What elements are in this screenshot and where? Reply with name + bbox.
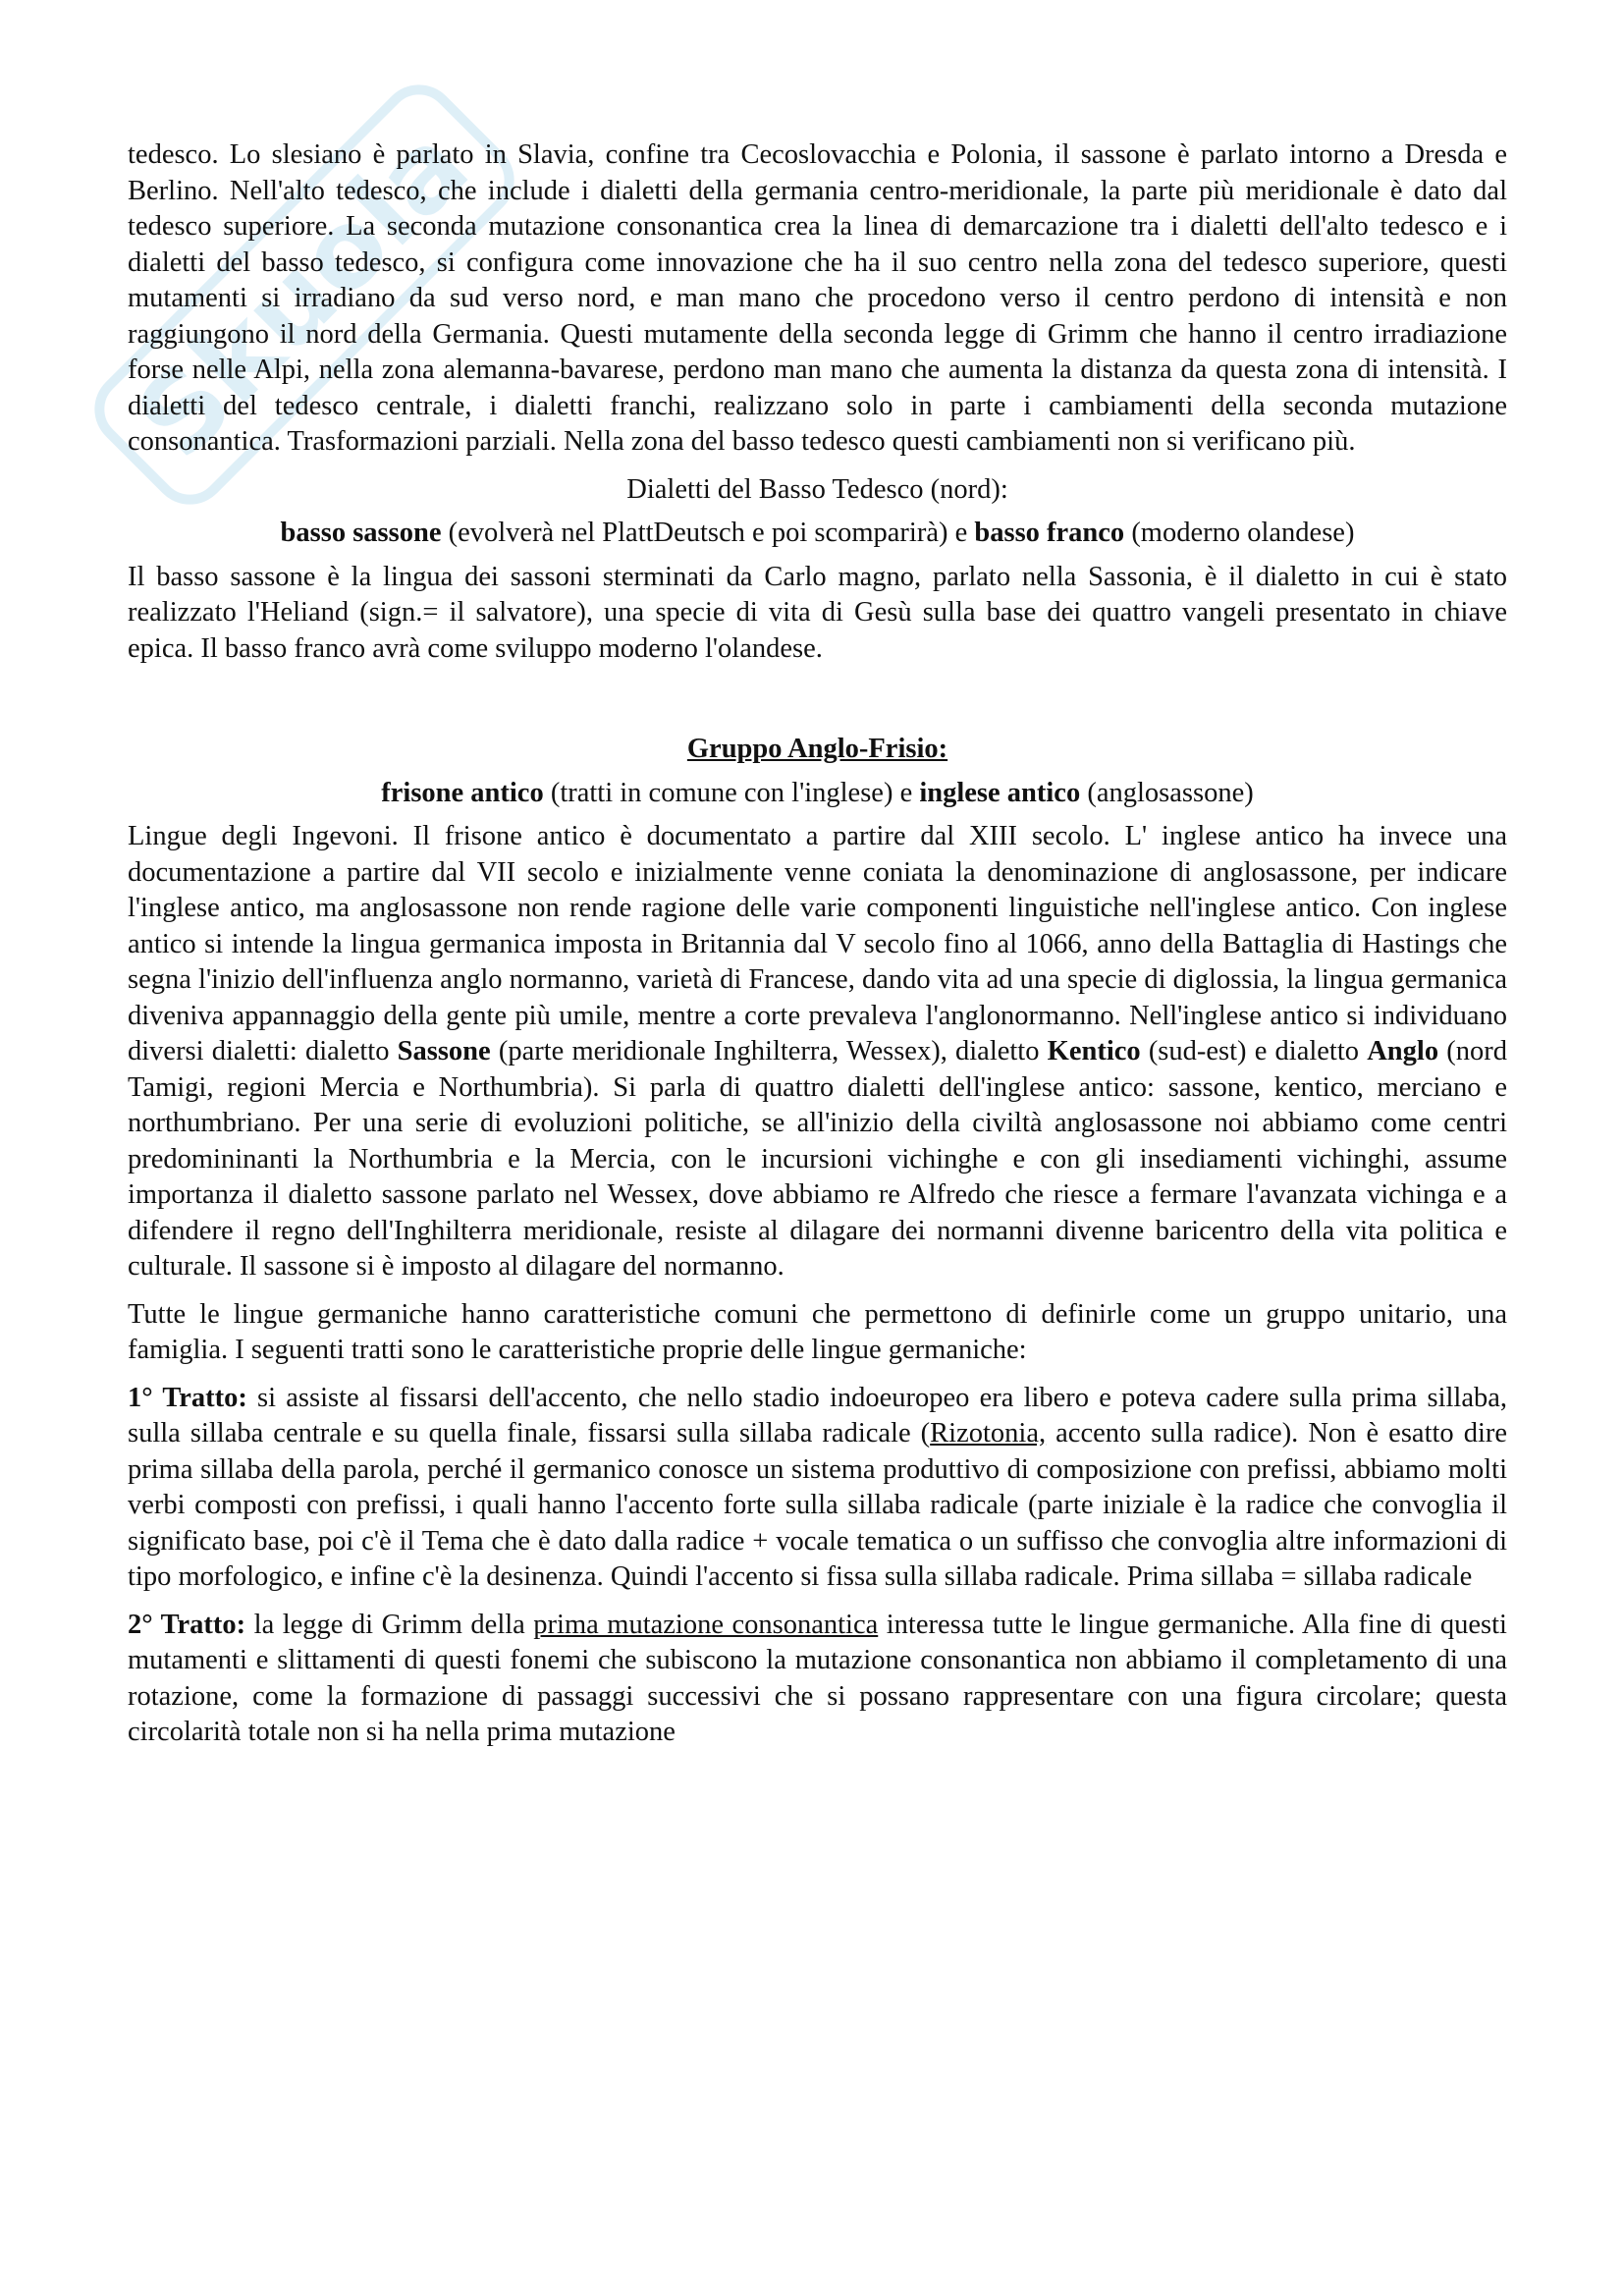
- document-page: [128, 137, 1507, 1751]
- paragraph-tratto-2: 2° Tratto: la legge di Grimm della prima mutazione consonantica interessa tutte le lingue germaniche. Alla fine di questi mutamenti e slittamenti di questi fonemi che subiscono la mutazione consonantica non abbiamo il completamento di una rotazione, come la formazione di passaggi successivi che si possano rappresentare con una figura circolare; questa circolarità totale non si ha nella prima mutazione: [128, 1609, 1507, 1747]
- paragraph-tratto-1: 1° Tratto: si assiste al fissarsi dell'accento, che nello stadio indoeuropeo era libero e poteva cadere sulla prima sillaba, sulla sillaba centrale e su quella finale, fissarsi sulla sillaba radicale (Rizotonia, accento sulla radice). Non è esatto dire prima sillaba della parola, perché il germanico conosce un sistema produttivo di composizione con prefissi, abbiamo molti verbi composti con prefissi, i quali hanno l'accento forte sulla sillaba radicale (parte iniziale è la radice che convoglia il significato base, poi c'è il Tema che è dato dalla radice + vocale tematica o un suffisso che convoglia altre informazioni di tipo morfologico, e infine c'è la desinenza. Quindi l'accento si fissa sulla sillaba radicale. Prima sillaba = sillaba radicale: [128, 1382, 1508, 1592]
- section-heading-anglo-frisio: Gruppo Anglo-Frisio:: [686, 734, 948, 764]
- anglo-frisio-line: frisone antico (tratti in comune con l'inglese) e inglese antico (anglosassone): [381, 777, 1254, 808]
- paragraph-inglese-antico: Lingue degli Ingevoni. Il frisone antico è documentato a partire dal XIII secolo. L' inglese antico ha invece una documentazione a partire dal VII secolo e inizialmente venne coniata la denominazione di anglosassone, per indicare l'inglese antico, ma anglosassone non rende ragione delle varie componenti linguistiche nell'inglese antico. Con inglese antico si intende la lingua germanica imposta in Britannia dal V secolo fino al 1066, anno della Battaglia di Hastings che segna l'inizio dell'influenza anglo normanno, varietà di Francese, dando vita ad una specie di diglossia, la lingua germanica diveniva appannaggio della gente più umile, mentre a corte prevaleva l'anglonormanno. Nell'inglese antico si individuano diversi dialetti: dialetto Sassone (parte meridionale Inghilterra, Wessex), dialetto Kentico (sud-est) e dialetto Anglo (nord Tamigi, regioni Mercia e Northumbria). Si parla di quattro dialetti dell'inglese antico: sassone, kentico, merciano e northumbriano. Per una serie di evoluzioni politiche, se all'inizio della civiltà anglosassone noi abbiamo come centri predomininanti la Northumbria e la Mercia, con le incursioni vichinghe e con gli insediamenti vichinghi, assume importanza il dialetto sassone parlato nel Wessex, dove abbiamo re Alfredo che riesce a fermare l'avanzata vichinga e a difendere il regno dell'Inghilterra meridionale, resiste al dilagare dei normanni divenne baricentro della vita politica e culturale. Il sassone si è imposto al dilagare del normanno.: [128, 821, 1507, 1282]
- watermark-text: Skuola: [112, 102, 492, 482]
- inglese-antico-term: inglese antico: [919, 777, 1081, 808]
- paragraph-caratteristiche: Tutte le lingue germaniche hanno caratteristiche comuni che permettono di definirle come un gruppo unitario, una famiglia. I seguenti tratti sono le caratteristiche proprie delle lingue germaniche:: [128, 1298, 1507, 1365]
- paragraph-alto-tedesco: tedesco. Lo slesiano è parlato in Slavia, confine tra Cecoslovacchia e Polonia, il sassone è parlato intorno a Dresda e Berlino. Nell'alto tedesco, che include i dialetti della germania centro-meridionale, la parte più meridionale è dato dal tedesco superiore. La seconda mutazione consonantica crea la linea di demarcazione tra i dialetti dell'alto tedesco e i dialetti del basso tedesco, si configura come innovazione che ha il suo centro nella zona del tedesco superiore, questi mutamenti si irradiano da sud verso nord, e man mano che procedono verso il centro perdono di intensità e non raggiungono il nord della Germania. Questi mutamente della seconda legge di Grimm che hanno il centro irradiazione forse nelle Alpi, nella zona alemanna-bavarese, perdono man mano che aumenta la distanza da questa zona di intensità. I dialetti del tedesco centrale, i dialetti franchi, realizzano solo in parte i cambiamenti della seconda mutazione consonantica. Trasformazioni parziali. Nella zona del basso tedesco questi cambiamenti non si verificano più.: [128, 139, 1507, 457]
- basso-tedesco-title: Dialetti del Basso Tedesco (nord):: [626, 473, 1008, 505]
- frisone-antico-term: frisone antico: [381, 777, 544, 808]
- tratto-2-label: 2° Tratto:: [128, 1609, 246, 1640]
- tratto-1-label: 1° Tratto:: [128, 1382, 247, 1413]
- basso-tedesco-line: basso sassone (evolverà nel PlattDeutsch e poi scomparirà) e basso franco (moderno olandese): [280, 518, 1355, 548]
- basso-franco-term: basso franco: [974, 518, 1125, 548]
- paragraph-basso-sassone: Il basso sassone è la lingua dei sassoni sterminati da Carlo magno, parlato nella Sassonia, è il dialetto in cui è stato realizzato l'Heliand (sign.= il salvatore), una specie di vita di Gesù sulla base dei quattro vangeli presentato in chiave epica. Il basso franco avrà come sviluppo moderno l'olandese.: [128, 561, 1507, 664]
- basso-sassone-term: basso sassone: [280, 518, 442, 548]
